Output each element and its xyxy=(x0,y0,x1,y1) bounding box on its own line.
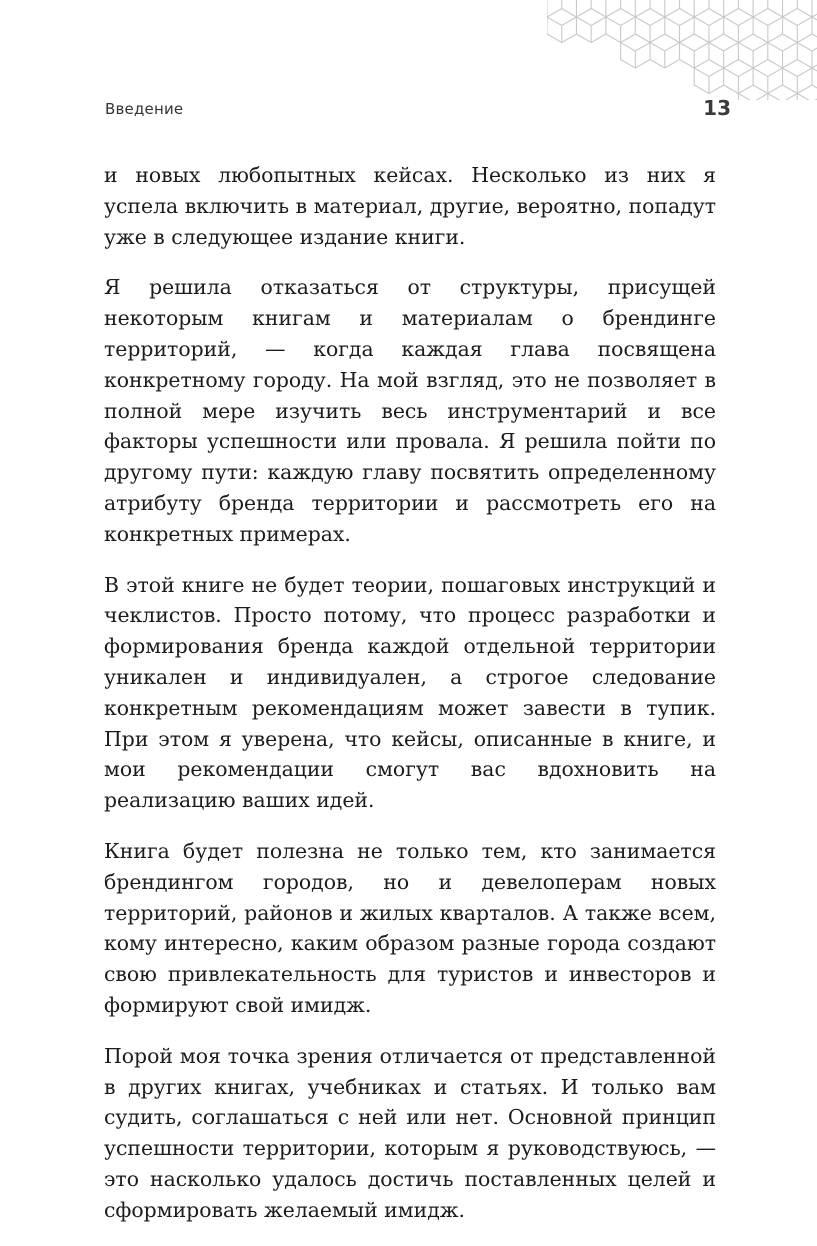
paragraph-2: Я решила отказаться от структуры, присущей некоторым книгам и материалам о брендинге территорий, — когда каждая глава посвящена конкретному городу. На мой взгляд, это не позволяет в полной мере изучить весь инструментарий и все факторы успешности или провала. Я решила пойти по другому пути: каждую главу посвятить определенному атрибуту бренда территории и рассмотреть его на конкретных примерах. xyxy=(104,275,716,546)
paragraph-5: Порой моя точка зрения отличается от представленной в других книгах, учебниках и статьях. И только вам судить, соглашаться с ней или нет. Основной принцип успешности территории, которым я руководствуюсь, — это насколько удалось достичь поставленных целей и сформировать желаемый имидж. xyxy=(104,1043,716,1222)
cube-lines xyxy=(547,0,817,100)
paragraph-1: и новых любопытных кейсах. Несколько из них я успела включить в материал, другие, вероятно, попадут уже в следующее издание книги. xyxy=(104,163,716,249)
isometric-cubes-pattern-icon xyxy=(547,0,817,100)
paragraph-4: Книга будет полезна не только тем, кто занимается брендингом городов, но и девелоперам новых территорий, районов и жилых кварталов. А также всем, кому интересно, каким образом разные города создают свою привлекательность для туристов и инвесторов и формируют свой имидж. xyxy=(104,838,716,1017)
running-head: Введение xyxy=(105,100,184,118)
page-number: 13 xyxy=(703,96,731,120)
paragraph-3: В этой книге не будет теории, пошаговых инструкций и чеклистов. Просто потому, что процесс разработки и формирования бренда каждой отдельной территории уникален и индивидуален, а строгое следование конкретным рекомендациям может завести в тупик. При этом я уверена, что кейсы, описанные в книге, и мои рекомендации смогут вас вдохновить на реализацию ваших идей. xyxy=(104,572,716,813)
text-body xyxy=(104,160,716,1246)
